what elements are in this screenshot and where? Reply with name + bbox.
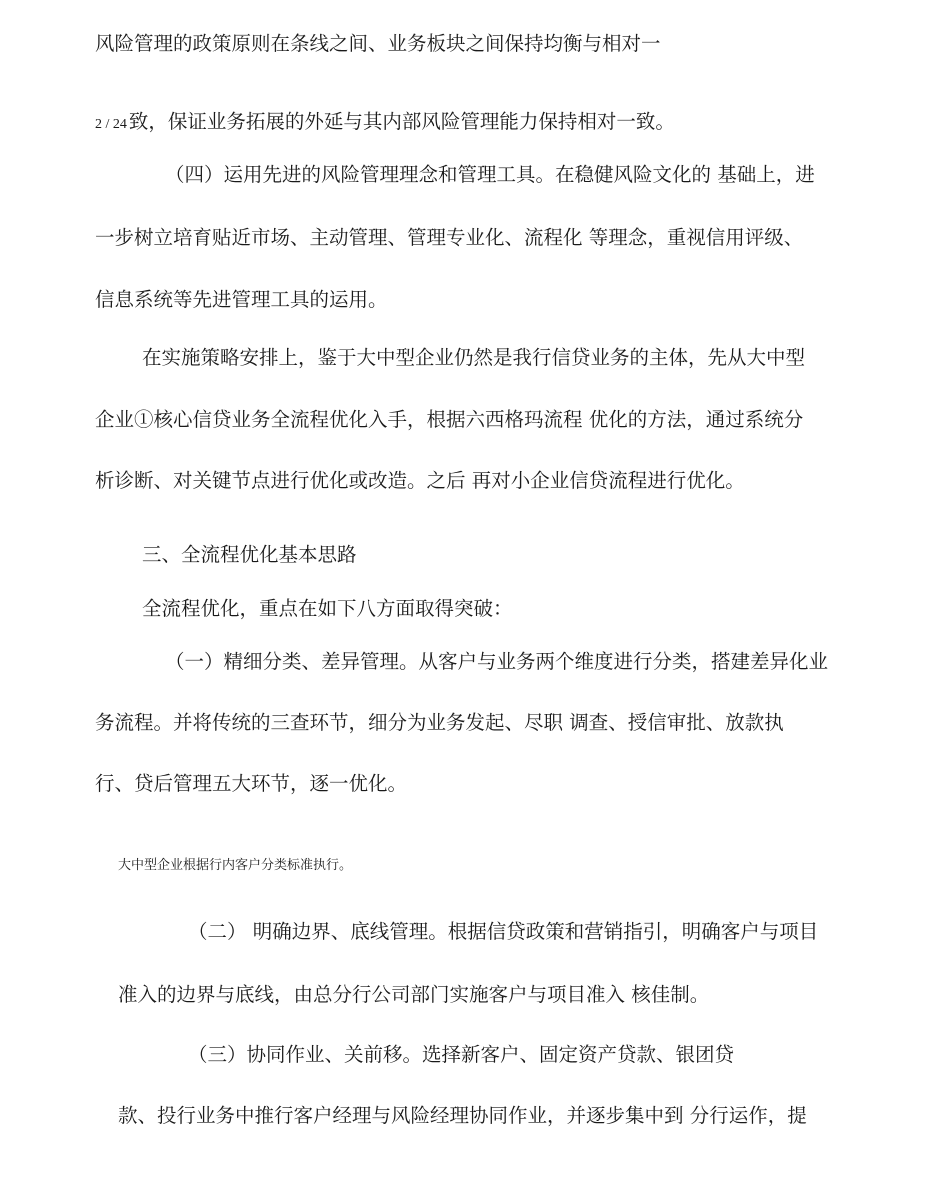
paragraph-line: 款、投行业务中推行客户经理与风险经理协同作业，并逐步集中到 分行运作，提 — [118, 1104, 807, 1127]
paragraph-line: 2 / 24 致，保证业务拓展的外延与其内部风险管理能力保持相对一致。 — [95, 110, 675, 133]
paragraph-line: 一步树立培育贴近市场、主动管理、管理专业化、流程化 等理念，重视信用评级、 — [95, 226, 804, 249]
paragraph-line: 在实施策略安排上，鉴于大中型企业仍然是我行信贷业务的主体，先从大中型 — [142, 346, 806, 369]
section-heading: 三、全流程优化基本思路 — [142, 543, 357, 566]
footnote: 大中型企业根据行内客户分类标准执行。 — [118, 858, 353, 873]
paragraph-line: （一）精细分类、差异管理。从客户与业务两个维度进行分类，搭建差异化业 — [165, 650, 829, 673]
paragraph-line: 务流程。并将传统的三查环节，细分为业务发起、尽职 调查、授信审批、放款执 — [95, 711, 784, 734]
paragraph-line: 企业①核心信贷业务全流程优化入手，根据六西格玛流程 优化的方法，通过系统分 — [95, 408, 804, 431]
paragraph-line: 风险管理的政策原则在条线之间、业务板块之间保持均衡与相对一 — [95, 32, 661, 55]
paragraph-line: 析诊断、对关键节点进行优化或改造。之后 再对小企业信贷流程进行优化。 — [95, 469, 745, 492]
paragraph-line: 全流程优化，重点在如下八方面取得突破： — [142, 597, 513, 620]
paragraph-line: 信息系统等先进管理工具的运用。 — [95, 288, 388, 311]
paragraph-line: 行、贷后管理五大环节，逐一优化。 — [95, 772, 408, 795]
paragraph-line: （三）协同作业、关前移。选择新客户、固定资产贷款、银团贷 — [188, 1043, 735, 1066]
paragraph-line: 准入的边界与底线，由总分行公司部门实施客户与项目准入 核佳制。 — [118, 983, 710, 1006]
page-number: 2 / 24 — [95, 117, 127, 132]
paragraph-line: （二） 明确边界、底线管理。根据信贷政策和营销指引，明确客户与项目 — [188, 920, 819, 943]
paragraph-line: （四）运用先进的风险管理理念和管理工具。在稳健风险文化的 基础上，进 — [165, 163, 815, 186]
